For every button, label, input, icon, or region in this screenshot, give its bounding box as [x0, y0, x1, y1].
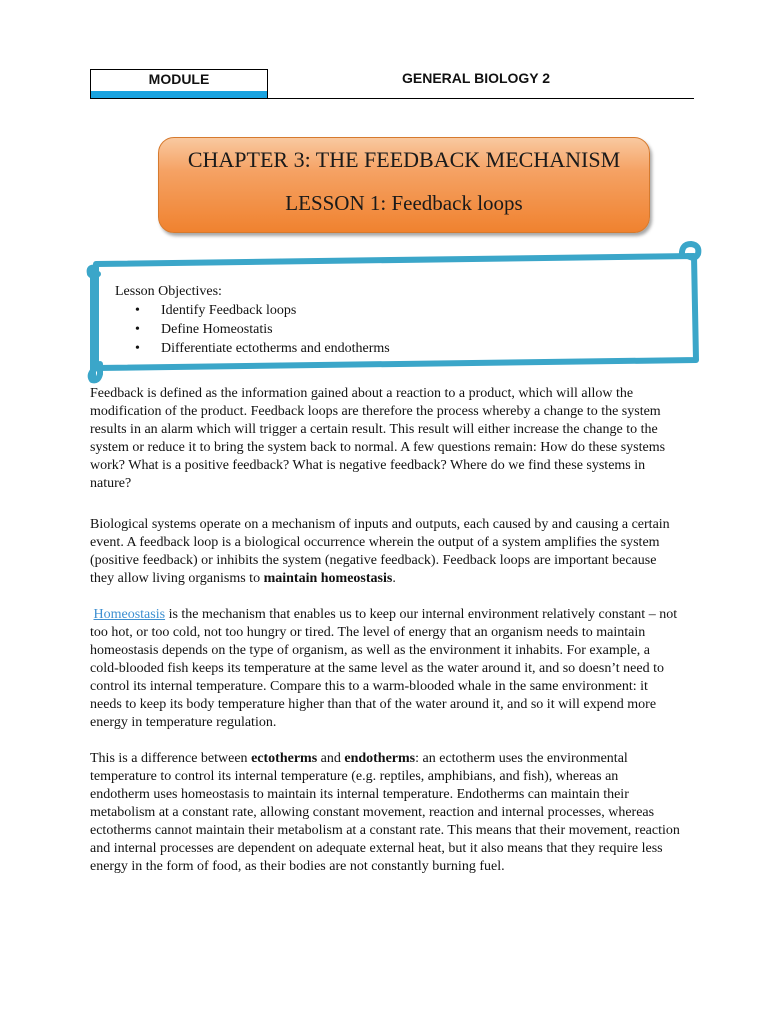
module-accent-bar [91, 91, 267, 98]
paragraph-segment: and [317, 751, 345, 766]
objectives-list [115, 301, 390, 358]
objectives-heading: Lesson Objectives: [115, 284, 222, 299]
chapter-banner [158, 137, 650, 233]
paragraph-ectotherms-endotherms [90, 750, 680, 876]
lesson-objectives [115, 282, 390, 358]
paragraph-end: . [392, 571, 396, 586]
paragraph-feedback-definition [90, 385, 680, 493]
header-rule [268, 98, 694, 99]
lesson-title: LESSON 1: Feedback loops [285, 191, 523, 215]
paragraph-text [90, 606, 680, 732]
bold-term-maintain-homeostasis: maintain homeostasis [263, 571, 393, 586]
paragraph-text [90, 750, 680, 876]
module-box [90, 69, 268, 99]
paragraph-text: Feedback is defined as the information gained about a reaction to a product, which will allow the modification of the product. Feedback loops are therefore the process whereby a change to the system results in an alarm which will trigger a certain result. This result will either increase the change to the system or reduce it to bring the system back to normal. A few questions remain: How do these systems work? What is a positive feedback? What is negative feedback? Where do we find these systems in nature? [90, 386, 666, 491]
subject-title: GENERAL BIOLOGY 2 [402, 70, 551, 86]
paragraph-segment: is the mechanism that enables us to keep our internal environment relatively constant – not too hot, or too cold, not too hungry or tired. The level of energy that an organism needs to maintain homeostasis depends on the type of organism, as well as the environment it inhabits. For example, a cold-blooded fish keeps its temperature at the same level as the water around it, and so doesn’t need to control its internal temperature. Compare this to a warm-blooded whale in the same environment: it needs to keep its body temperature higher than that of the water around it, and so it will expend more energy in temperature regulation. [90, 607, 678, 730]
bold-term-endotherms: endotherms [344, 751, 416, 766]
paragraph-segment: Biological systems operate on a mechanism of inputs and outputs, each caused by and causing a certain event. A feedback loop is a biological occurrence wherein the output of a system amplifies the system (positive feedback) or inhibits the system (negative feedback). Feedback loops are important because they allow living organisms to [90, 517, 670, 586]
paragraph-text [90, 516, 680, 588]
chapter-title: CHAPTER 3: THE FEEDBACK MECHANISM [187, 147, 621, 172]
objective-item: • Differentiate ectotherms and endotherms [115, 339, 390, 358]
paragraph-biological-systems [90, 516, 680, 588]
module-label: MODULE [148, 71, 210, 87]
bold-term-ectotherms: ectotherms [251, 751, 318, 766]
objective-item: • Identify Feedback loops [115, 301, 390, 320]
paragraph-segment: : an ectotherm uses the environmental temperature to control its internal temperature (e.g. reptiles, amphibians, and fish), whereas an endotherm uses homeostasis to maintain its internal temperature. Endotherms can maintain their metabolism at a constant rate, allowing constant movement, reaction and internal processes, whereas ectotherms cannot maintain their metabolism at a constant rate. This means that their movement, reaction and internal processes are dependent on adequate external heat, but it also means that they require less energy in the form of food, as their bodies are not constantly burning fuel. [90, 751, 680, 874]
objective-item: • Define Homeostatis [115, 320, 390, 339]
paragraph-segment: This is a difference between [90, 751, 252, 766]
homeostasis-link[interactable]: Homeostasis [93, 607, 166, 622]
paragraph-homeostasis [90, 606, 680, 732]
